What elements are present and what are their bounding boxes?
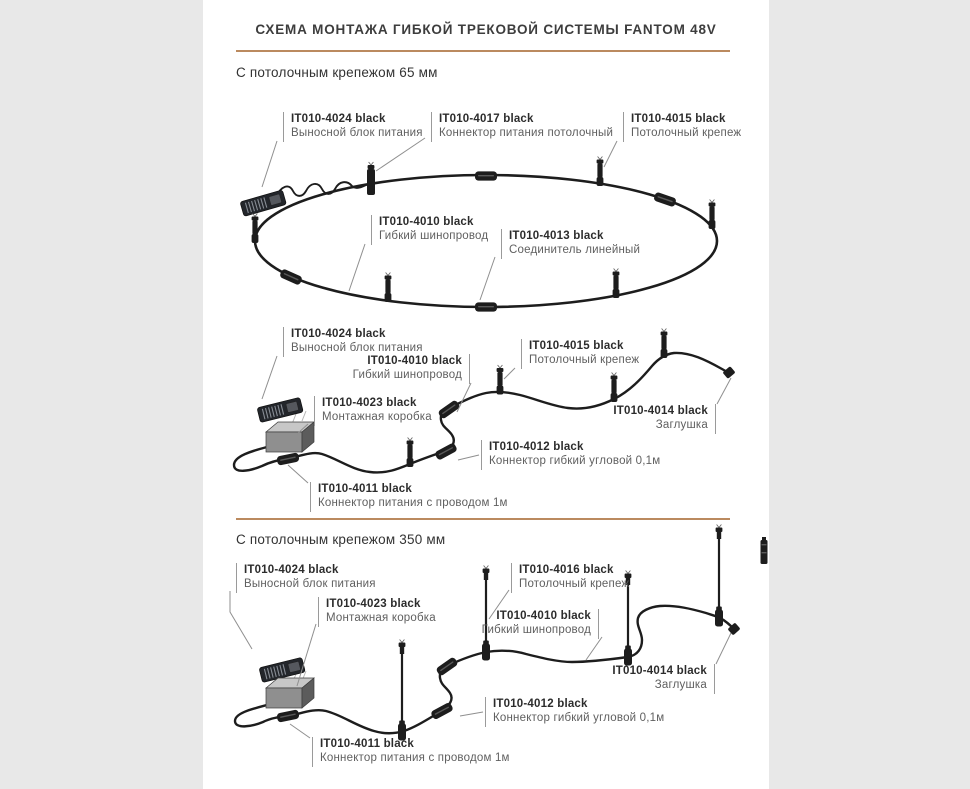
part-name: Гибкий шинопровод xyxy=(481,623,591,636)
part-label-flex-track xyxy=(353,354,470,384)
part-code: IT010-4010 black xyxy=(367,355,462,367)
part-code: IT010-4016 black xyxy=(519,564,614,576)
mounting-box-glyph xyxy=(266,422,314,452)
part-label-ceiling-mount xyxy=(623,112,741,142)
ceiling-mount-65-glyph xyxy=(597,157,604,187)
linear-connector-glyph xyxy=(653,192,677,208)
ceiling-mount-65-glyph xyxy=(407,438,414,468)
part-code: IT010-4011 black xyxy=(320,738,414,750)
part-name: Коннектор питания потолочный xyxy=(439,126,614,139)
part-label-ceiling-mount xyxy=(521,339,639,369)
part-code: IT010-4014 black xyxy=(613,405,708,417)
part-label-power-connector xyxy=(312,737,510,767)
part-code: IT010-4023 black xyxy=(322,397,417,409)
ceiling-mount-65-glyph xyxy=(385,273,392,303)
part-name: Монтажная коробка xyxy=(326,611,436,624)
track-grip-glyph xyxy=(482,641,490,661)
ceiling-mount-65-glyph xyxy=(661,329,668,359)
part-label-ceiling-connector xyxy=(431,112,613,142)
ceiling-mount-65-glyph xyxy=(252,214,259,244)
part-label-mounting-box xyxy=(314,396,432,426)
ceiling-mount-65-glyph xyxy=(709,200,716,230)
part-code: IT010-4017 black xyxy=(439,113,534,125)
ceiling-mount-350-glyph xyxy=(716,525,723,540)
part-code: IT010-4013 black xyxy=(509,230,604,242)
ceiling-mount-65-glyph xyxy=(497,365,504,395)
part-label-linear-connector xyxy=(501,229,640,259)
section-heading-65mm: С потолочным крепежом 65 мм xyxy=(236,65,438,80)
part-name: Монтажная коробка xyxy=(322,410,432,423)
part-name: Соединитель линейный xyxy=(509,243,641,256)
ceiling-mount-65-glyph xyxy=(613,269,620,299)
part-code: IT010-4012 black xyxy=(493,698,588,710)
track-grip-glyph xyxy=(624,646,632,666)
part-name: Заглушка xyxy=(654,678,707,691)
part-code: IT010-4023 black xyxy=(326,598,421,610)
part-code: IT010-4010 black xyxy=(379,216,474,228)
part-code: IT010-4012 black xyxy=(489,441,584,453)
part-name: Гибкий шинопровод xyxy=(379,229,489,242)
part-label-corner-connector xyxy=(481,440,660,470)
mounting-box-glyph xyxy=(266,678,314,708)
part-name: Заглушка xyxy=(655,418,708,431)
part-name: Выносной блок питания xyxy=(244,577,376,590)
end-cap-glyph xyxy=(722,366,735,379)
corner-connector-glyph xyxy=(435,656,458,676)
part-label-ceiling-mount xyxy=(511,563,629,593)
part-label-mounting-box xyxy=(318,597,436,627)
ceiling-mount-65-glyph xyxy=(611,373,618,403)
part-code: IT010-4014 black xyxy=(612,665,707,677)
part-name: Потолочный крепеж xyxy=(519,577,630,590)
part-name: Потолочный крепеж xyxy=(631,126,742,139)
part-label-end-cap xyxy=(612,664,715,694)
part-name: Коннектор питания с проводом 1м xyxy=(320,751,510,764)
power-connector-glyph xyxy=(276,452,299,466)
part-code: IT010-4011 black xyxy=(318,483,412,495)
part-code: IT010-4015 black xyxy=(529,340,624,352)
spare-rod-piece xyxy=(761,537,768,564)
part-code: IT010-4015 black xyxy=(631,113,726,125)
part-name: Выносной блок питания xyxy=(291,341,423,354)
part-label-corner-connector xyxy=(485,697,664,727)
linear-connector-glyph xyxy=(475,302,497,311)
ceiling-mount-350-glyph xyxy=(399,640,406,655)
section-heading-350mm: С потолочным крепежом 350 мм xyxy=(236,532,446,547)
part-code: IT010-4024 black xyxy=(291,328,386,340)
part-code: IT010-4024 black xyxy=(244,564,339,576)
exploded-guide xyxy=(302,411,306,421)
power-supply-glyph xyxy=(257,397,303,422)
linear-connector-glyph xyxy=(279,268,303,285)
part-name: Выносной блок питания xyxy=(291,126,423,139)
part-label-psu xyxy=(236,563,376,593)
part-code: IT010-4024 black xyxy=(291,113,386,125)
page-title: СХЕМА МОНТАЖА ГИБКОЙ ТРЕКОВОЙ СИСТЕМЫ FANTOM 48V xyxy=(255,22,717,37)
part-name: Потолочный крепеж xyxy=(529,353,640,366)
part-label-end-cap xyxy=(613,404,716,434)
ceiling-power-connector-glyph xyxy=(367,162,375,195)
part-label-psu xyxy=(283,112,423,142)
part-label-flex-track xyxy=(371,215,488,245)
part-name: Коннектор гибкий угловой 0,1м xyxy=(493,711,665,724)
part-label-psu xyxy=(283,327,423,357)
part-code: IT010-4010 black xyxy=(496,610,591,622)
part-name: Коннектор питания с проводом 1м xyxy=(318,496,508,509)
corner-connector-glyph xyxy=(437,399,460,419)
ceiling-mount-350-glyph xyxy=(483,566,490,581)
part-name: Коннектор гибкий угловой 0,1м xyxy=(489,454,661,467)
part-label-flex-track xyxy=(482,609,599,639)
track-grip-glyph xyxy=(715,607,723,627)
corner-connector-glyph xyxy=(430,702,454,720)
linear-connector-glyph xyxy=(475,171,497,180)
power-connector-glyph xyxy=(276,709,299,723)
corner-connector-glyph xyxy=(434,442,458,460)
part-name: Гибкий шинопровод xyxy=(352,368,462,381)
part-label-power-connector xyxy=(310,482,508,512)
